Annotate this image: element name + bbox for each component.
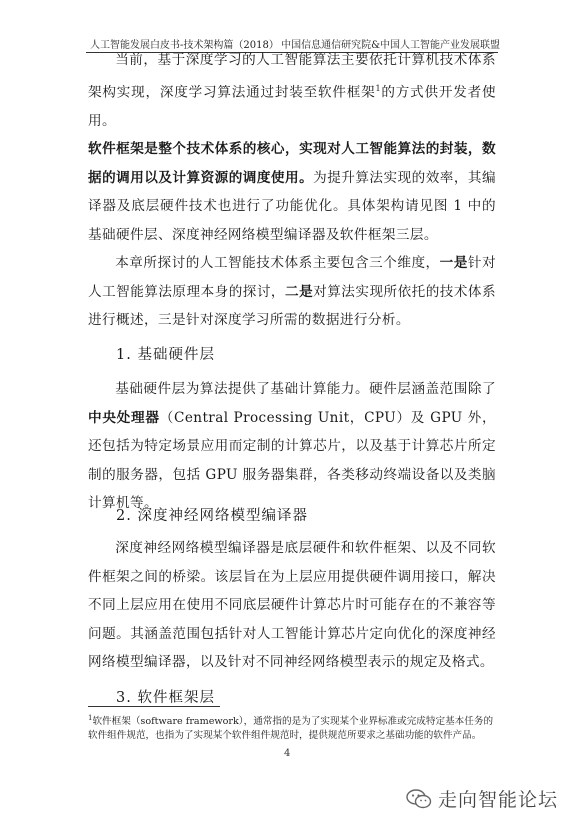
p1-text: 当前，基于深度学习的人工智能算法主要依托计算机技术体系架构实现，深度学习算法通过封装至软件框架	[88, 52, 496, 101]
paragraph-2	[88, 135, 496, 249]
paragraph-3	[88, 249, 496, 335]
p3-text-e: 针对深度学习所需的数据进行分析。	[185, 312, 410, 329]
intro-block	[88, 46, 496, 335]
page-number: 4	[284, 748, 291, 759]
p1-end-text: 的方式供开发者使用。	[88, 84, 496, 129]
section-heading-1: 1. 基础硬件层	[116, 347, 215, 363]
watermark	[406, 785, 558, 812]
p3-bold-2: 二是	[285, 283, 314, 300]
footnote-text: 软件框架（software framework），通常指的是为了实现某个业界标准或完成特定基本任务的软件组件规范，也指为了实现某个软件组件规范时，提供规范所要求之基础功能的软件产品。	[88, 716, 494, 742]
p2-bold-text: 软件框架是整个技术体系的核心，实现对人工智能算法的封装，数据的调用以及计算资源的调度使用。	[88, 141, 496, 186]
section-heading-2: 2. 深度神经网络模型编译器	[116, 508, 308, 524]
footnote-rule	[88, 706, 220, 707]
footnote-marker: 1	[88, 714, 93, 722]
paragraph-1	[88, 46, 496, 135]
p3-text-a: 本章所探讨的人工智能技术体系主要包含三个维度，	[115, 255, 440, 272]
p3-text-c: 针对人工智能算法原理本身的探讨，	[88, 255, 496, 300]
s1-text-b: （Central Processing Unit，CPU）及 GPU 外，还包括为特定场景应用而定制的计算芯片，以及基于计算芯片所定制的服务器，包括 GPU 服务器集群，各类移动终端设备以及类脑计算机等。	[88, 409, 497, 511]
p3-bold-1: 一是	[439, 255, 468, 272]
section-1-paragraph	[88, 375, 496, 518]
wechat-icon	[406, 789, 432, 809]
p2-text: 为提升算法实现的效率，其编译器及底层硬件技术也进行了功能优化。具体架构请见图 1 中的基础硬件层、深度神经网络模型编译器及软件框架三层。	[88, 169, 496, 243]
footnote-ref: 1	[375, 83, 381, 93]
s1-text-a: 基础硬件层为算法提供了基础计算能力。硬件层涵盖范围除了	[115, 381, 496, 397]
s1-bold: 中央处理器	[88, 409, 160, 426]
footnote	[88, 711, 496, 743]
running-header-right: 中国信息通信研究院&中国人工智能产业发展联盟	[281, 40, 500, 51]
section-heading-3: 3. 软件框架层	[116, 690, 215, 706]
running-header-left: 人工智能发展白皮书-技术架构篇（2018）	[90, 40, 279, 51]
section-2-paragraph: 深度神经网络模型编译器是底层硬件和软件框架、以及不同软件框架之间的桥梁。该层旨在为上层应用提供硬件调用接口，解决不同上层应用在使用不同底层硬件计算芯片时可能存在的不兼容等问题。其涵盖范围包括针对人工智能计算芯片定向优化的深度神经网络模型编译器，以及针对不同神经网络模型表示的规定及格式。	[88, 540, 496, 670]
section-1-block	[88, 375, 496, 518]
p3-text-d: 对算法实现所依托的技术体系进行概述，三是	[88, 283, 496, 329]
section-2-block	[88, 534, 496, 677]
watermark-text: 走向智能论坛	[437, 789, 558, 811]
